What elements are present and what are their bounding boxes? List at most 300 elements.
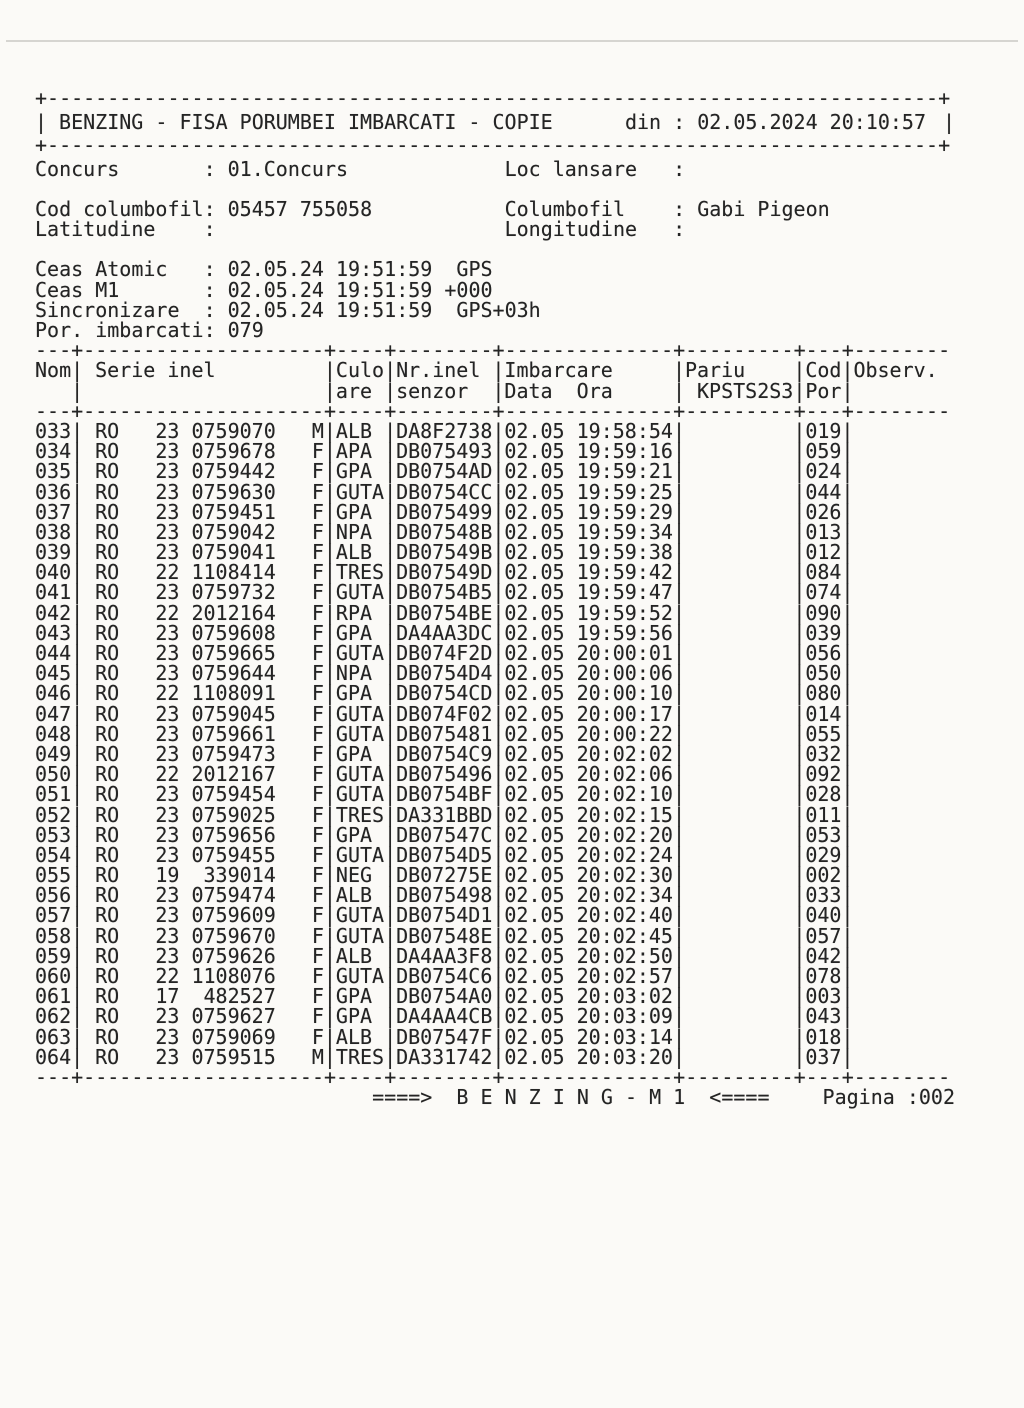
ring-year: 23 xyxy=(155,782,180,807)
column-separator: | xyxy=(492,519,505,544)
imbarcare-ora: 20:03:09 xyxy=(576,1004,673,1029)
columbofil-line xyxy=(35,196,955,221)
cod-por: 084 xyxy=(805,560,842,585)
observ xyxy=(853,1027,949,1047)
senzor-id: DB07549B xyxy=(396,540,493,565)
ring-number: 2012167 xyxy=(191,762,276,787)
cod-por: 033 xyxy=(805,883,842,908)
ring-number: 0759455 xyxy=(191,842,276,867)
imbarcare-data: 02.05 xyxy=(504,459,565,484)
culoare: GUTA xyxy=(335,762,385,787)
column-separator: | xyxy=(793,943,806,968)
ring-country: RO xyxy=(95,701,120,726)
ring-number: 0759474 xyxy=(191,883,276,908)
column-separator: | xyxy=(793,641,806,665)
row-nom: 034 xyxy=(35,439,72,464)
column-separator: | xyxy=(492,499,505,524)
column-separator: | xyxy=(793,964,806,988)
sex: F xyxy=(311,782,324,807)
senzor-id: DB0754B5 xyxy=(396,580,493,605)
column-separator: | xyxy=(71,641,84,665)
column-separator: | xyxy=(323,600,336,625)
title-box-border-bottom xyxy=(35,135,955,159)
sex: F xyxy=(311,701,324,726)
column-separator: | xyxy=(323,943,336,968)
ring-number: 0759069 xyxy=(191,1024,276,1049)
sex: F xyxy=(311,439,324,464)
senzor-id: DB0754CD xyxy=(396,681,493,706)
senzor-id: DA4AA3F8 xyxy=(396,943,493,968)
column-separator: | xyxy=(323,459,336,484)
column-separator: | xyxy=(841,1004,854,1029)
header-culoare-2: are xyxy=(335,378,373,403)
column-separator: | xyxy=(384,863,397,888)
ring-country: RO xyxy=(95,822,120,847)
column-separator: | xyxy=(492,540,505,565)
column-separator: | xyxy=(384,964,397,988)
column-separator: | xyxy=(793,762,806,787)
border-line: ---+--------------------+----+--------+--------------+---------+---+-------- xyxy=(35,398,951,423)
pariu xyxy=(685,461,793,481)
imbarcare-data: 02.05 xyxy=(504,1004,565,1029)
row-nom: 059 xyxy=(35,943,72,968)
pariu xyxy=(685,643,793,663)
imbarcare-data: 02.05 xyxy=(504,1024,565,1049)
ring-country: RO xyxy=(95,479,120,504)
column-separator: | xyxy=(492,782,505,807)
ring-number: 0759626 xyxy=(191,943,276,968)
row-nom: 050 xyxy=(35,762,72,787)
ring-year: 23 xyxy=(155,580,180,605)
imbarcare-ora: 20:00:17 xyxy=(576,701,673,726)
printed-date-value: 02.05.2024 20:10:57 xyxy=(697,109,926,134)
ring-country: RO xyxy=(95,1004,120,1029)
imbarcare-data: 02.05 xyxy=(504,560,565,585)
colon: : xyxy=(203,217,228,242)
cod-por: 080 xyxy=(805,681,842,706)
column-separator: | xyxy=(841,923,854,948)
column-separator: | xyxy=(793,923,806,948)
column-separator: | xyxy=(492,842,505,867)
table-row xyxy=(35,643,955,663)
column-separator: | xyxy=(841,661,854,686)
table-row xyxy=(35,883,955,908)
sex: F xyxy=(311,600,324,625)
cod-por: 032 xyxy=(805,741,842,766)
column-separator: | xyxy=(672,378,686,403)
header-imbarcare: Imbarcare xyxy=(504,358,613,383)
column-separator: | xyxy=(71,661,84,686)
benzing-m1-banner: ====> B E N Z I N G - M 1 <==== xyxy=(372,1085,770,1110)
cod-por: 090 xyxy=(805,600,842,625)
imbarcare-ora: 20:00:10 xyxy=(576,681,673,706)
column-separator: | xyxy=(71,762,84,787)
column-separator: | xyxy=(323,418,336,443)
ring-country: RO xyxy=(95,1044,120,1069)
table-row xyxy=(35,802,955,827)
column-separator: | xyxy=(672,762,685,787)
table-row xyxy=(35,479,955,504)
sex: F xyxy=(311,540,324,565)
imbarcare-ora: 19:59:56 xyxy=(576,620,673,645)
observ xyxy=(853,482,949,502)
cod-por: 003 xyxy=(805,984,842,1009)
pariu xyxy=(685,805,793,825)
imbarcare-ora: 20:02:30 xyxy=(576,863,673,888)
pariu xyxy=(685,623,793,643)
observ xyxy=(853,905,949,925)
pariu xyxy=(685,764,793,784)
column-separator: | xyxy=(323,762,336,787)
senzor-id: DB0754C6 xyxy=(396,964,493,988)
column-separator: | xyxy=(384,459,397,484)
ring-year: 23 xyxy=(155,741,180,766)
column-separator: | xyxy=(384,943,397,968)
imbarcare-ora: 19:59:47 xyxy=(576,580,673,605)
column-separator: | xyxy=(323,721,336,746)
column-separator: | xyxy=(323,863,336,888)
senzor-id: DA8F2738 xyxy=(396,418,493,443)
ring-number: 1108091 xyxy=(191,681,276,706)
header-empty xyxy=(83,381,324,401)
column-separator: | xyxy=(323,883,336,908)
ring-number: 0759041 xyxy=(191,540,276,565)
column-separator: | xyxy=(71,358,84,383)
culoare: GUTA xyxy=(335,641,385,665)
pariu xyxy=(685,885,793,905)
column-separator: | xyxy=(71,923,84,948)
report-title: BENZING - FISA PORUMBEI IMBARCATI - COPIE xyxy=(59,109,553,134)
culoare: ALB xyxy=(335,1024,373,1049)
ring-year: 22 xyxy=(155,964,180,988)
row-nom: 062 xyxy=(35,1004,72,1029)
senzor-id: DB075493 xyxy=(396,439,493,464)
column-separator: | xyxy=(492,661,505,686)
sex: F xyxy=(311,721,324,746)
table-row xyxy=(35,560,955,585)
ring-year: 17 xyxy=(155,984,180,1009)
column-separator: | xyxy=(323,661,336,686)
observ xyxy=(853,825,949,845)
observ xyxy=(853,704,949,724)
imbarcare-data: 02.05 xyxy=(504,863,565,888)
observ xyxy=(853,522,949,542)
sex: F xyxy=(311,883,324,908)
ring-country: RO xyxy=(95,721,120,746)
culoare: ALB xyxy=(335,883,373,908)
pariu xyxy=(685,926,793,946)
culoare: GUTA xyxy=(335,842,385,867)
culoare: GUTA xyxy=(335,580,385,605)
imbarcare-ora: 20:02:24 xyxy=(576,842,673,867)
ring-country: RO xyxy=(95,499,120,524)
column-separator: | xyxy=(323,560,336,585)
header-culoare-1: Culo xyxy=(335,358,385,383)
column-separator: | xyxy=(71,741,84,766)
pariu xyxy=(685,421,793,441)
sex: F xyxy=(311,822,324,847)
imbarcare-data: 02.05 xyxy=(504,741,565,766)
culoare: GUTA xyxy=(335,923,385,948)
imbarcare-ora: 19:59:38 xyxy=(576,540,673,565)
row-nom: 048 xyxy=(35,721,72,746)
column-separator: | xyxy=(492,822,505,847)
ring-country: RO xyxy=(95,964,120,988)
cod-por: 018 xyxy=(805,1024,842,1049)
ring-country: RO xyxy=(95,439,120,464)
ring-year: 22 xyxy=(155,600,180,625)
ring-country: RO xyxy=(95,540,120,565)
ring-number: 0759732 xyxy=(191,580,276,605)
header-nom: Nom xyxy=(35,358,72,383)
ring-number: 0759630 xyxy=(191,479,276,504)
column-separator: | xyxy=(672,620,685,645)
row-nom: 052 xyxy=(35,802,72,827)
sex: F xyxy=(311,903,324,928)
observ xyxy=(853,421,949,441)
column-separator: | xyxy=(672,600,685,625)
imbarcare-ora: 19:59:21 xyxy=(576,459,673,484)
title-box-border-top xyxy=(35,88,955,112)
ring-number: 0759627 xyxy=(191,1004,276,1029)
imbarcare-ora: 20:02:57 xyxy=(576,964,673,988)
row-nom: 045 xyxy=(35,661,72,686)
sex: M xyxy=(311,1044,324,1069)
column-separator: | xyxy=(71,519,84,544)
ring-country: RO xyxy=(95,681,120,706)
imbarcare-ora: 20:02:06 xyxy=(576,762,673,787)
column-separator: | xyxy=(71,620,84,645)
column-separator: | xyxy=(384,479,397,504)
senzor-id: DB075499 xyxy=(396,499,493,524)
imbarcare-data: 02.05 xyxy=(504,499,565,524)
sex: F xyxy=(311,863,324,888)
column-separator: | xyxy=(841,1024,854,1049)
observ xyxy=(853,461,949,481)
row-nom: 058 xyxy=(35,923,72,948)
cod-por: 026 xyxy=(805,499,842,524)
report-document xyxy=(35,86,956,1110)
columbofil-value: Gabi Pigeon xyxy=(697,196,830,221)
ring-number: 2012164 xyxy=(191,600,276,625)
scan-artifact-line xyxy=(6,40,1018,42)
imbarcare-data: 02.05 xyxy=(504,439,565,464)
column-separator: | xyxy=(672,580,685,605)
senzor-id: DB0754D4 xyxy=(396,661,493,686)
pariu xyxy=(685,825,793,845)
cod-por: 056 xyxy=(805,641,842,665)
sex: F xyxy=(311,923,324,948)
row-nom: 035 xyxy=(35,459,72,484)
table-row xyxy=(35,681,955,706)
column-separator: | xyxy=(841,459,854,484)
column-separator: | xyxy=(71,600,84,625)
table-border xyxy=(35,1064,955,1089)
table-row xyxy=(35,741,955,766)
senzor-id: DA4AA4CB xyxy=(396,1004,493,1029)
row-nom: 039 xyxy=(35,540,72,565)
column-separator: | xyxy=(841,984,854,1009)
imbarcare-ora: 20:02:45 xyxy=(576,923,673,948)
sex: F xyxy=(311,459,324,484)
column-separator: | xyxy=(492,762,505,787)
imbarcare-ora: 19:59:29 xyxy=(576,499,673,524)
culoare: GPA xyxy=(335,459,373,484)
sex: F xyxy=(311,802,324,827)
pariu xyxy=(685,1006,793,1026)
imbarcare-ora: 19:59:34 xyxy=(576,519,673,544)
sex: F xyxy=(311,943,324,968)
column-separator: | xyxy=(492,1044,505,1069)
imbarcare-ora: 20:03:02 xyxy=(576,984,673,1009)
ring-country: RO xyxy=(95,519,120,544)
column-separator: | xyxy=(384,499,397,524)
ring-country: RO xyxy=(95,741,120,766)
ring-number: 0759045 xyxy=(191,701,276,726)
sex: F xyxy=(311,741,324,766)
imbarcare-ora: 19:59:16 xyxy=(576,439,673,464)
row-nom: 040 xyxy=(35,560,72,585)
table-row xyxy=(35,782,955,807)
header-nr-inel: Nr.inel xyxy=(396,358,481,383)
column-separator: | xyxy=(492,802,505,827)
cod-por: 013 xyxy=(805,519,842,544)
table-row xyxy=(35,661,955,686)
column-separator: | xyxy=(71,580,84,605)
cod-por: 057 xyxy=(805,923,842,948)
header-empty xyxy=(853,381,949,401)
column-separator: | xyxy=(841,842,854,867)
column-separator: | xyxy=(384,782,397,807)
column-separator: | xyxy=(841,540,854,565)
observ xyxy=(853,643,949,663)
pariu xyxy=(685,905,793,925)
row-nom: 053 xyxy=(35,822,72,847)
senzor-id: DB07549D xyxy=(396,560,493,585)
ring-year: 22 xyxy=(155,762,180,787)
imbarcare-data: 02.05 xyxy=(504,418,565,443)
imbarcare-data: 02.05 xyxy=(504,479,565,504)
cod-por: 040 xyxy=(805,903,842,928)
imbarcare-data: 02.05 xyxy=(504,620,565,645)
border-line: +--------------------------------------------------------------------------+ xyxy=(35,133,951,157)
cod-por: 043 xyxy=(805,1004,842,1029)
row-nom: 064 xyxy=(35,1044,72,1069)
observ xyxy=(853,805,949,825)
border-line: ---+--------------------+----+--------+--------------+---------+---+-------- xyxy=(35,338,951,363)
column-separator: | xyxy=(793,620,806,645)
imbarcare-ora: 20:00:01 xyxy=(576,641,673,665)
ring-year: 23 xyxy=(155,822,180,847)
ring-country: RO xyxy=(95,641,120,665)
imbarcare-data: 02.05 xyxy=(504,762,565,787)
imbarcare-data: 02.05 xyxy=(504,641,565,665)
cod-por: 074 xyxy=(805,580,842,605)
table-row xyxy=(35,600,955,625)
column-separator: | xyxy=(384,903,397,928)
column-separator: | xyxy=(384,418,397,443)
column-separator: | xyxy=(841,943,854,968)
column-separator: | xyxy=(384,378,397,403)
colon: : xyxy=(203,277,228,302)
column-separator: | xyxy=(492,701,505,726)
column-separator: | xyxy=(492,459,505,484)
imbarcare-data: 02.05 xyxy=(504,923,565,948)
column-separator: | xyxy=(384,721,397,746)
column-separator: | xyxy=(672,1004,685,1029)
column-separator: | xyxy=(323,842,336,867)
imbarcare-ora: 20:02:02 xyxy=(576,741,673,766)
column-separator: | xyxy=(492,418,505,443)
pariu xyxy=(685,704,793,724)
sex: F xyxy=(311,661,324,686)
column-separator: | xyxy=(793,842,806,867)
imbarcare-ora: 20:02:15 xyxy=(576,802,673,827)
column-separator: | xyxy=(841,964,854,988)
pariu xyxy=(685,683,793,703)
column-separator: | xyxy=(492,439,505,464)
table-row xyxy=(35,842,955,867)
observ xyxy=(853,986,949,1006)
table-border xyxy=(35,398,955,423)
ring-year: 23 xyxy=(155,883,180,908)
table-row xyxy=(35,519,955,544)
observ xyxy=(853,623,949,643)
ring-country: RO xyxy=(95,984,120,1009)
pagina-label: Pagina : xyxy=(822,1085,919,1110)
column-separator: | xyxy=(841,620,854,645)
pariu xyxy=(685,542,793,562)
culoare: ALB xyxy=(335,418,373,443)
imbarcare-data: 02.05 xyxy=(504,903,565,928)
observ xyxy=(853,845,949,865)
column-separator: | xyxy=(672,741,685,766)
column-separator: | xyxy=(71,1024,84,1049)
concurs-line xyxy=(35,156,955,181)
ring-country: RO xyxy=(95,923,120,948)
column-separator: | xyxy=(384,701,397,726)
border-line: +--------------------------------------------------------------------------+ xyxy=(35,86,951,110)
pariu xyxy=(685,562,793,582)
senzor-id: DA331742 xyxy=(396,1044,493,1069)
ceas-m1-line xyxy=(35,277,955,302)
culoare: GPA xyxy=(335,822,373,847)
column-separator: | xyxy=(672,560,685,585)
column-separator: | xyxy=(492,984,505,1009)
senzor-id: DB0754BE xyxy=(396,600,493,625)
row-nom: 051 xyxy=(35,782,72,807)
column-separator: | xyxy=(672,418,685,443)
table-row xyxy=(35,762,955,787)
longitudine-label: Longitudine xyxy=(504,217,638,242)
observ xyxy=(853,542,949,562)
imbarcare-ora: 20:03:14 xyxy=(576,1024,673,1049)
culoare: GUTA xyxy=(335,782,385,807)
ring-year: 23 xyxy=(155,1044,180,1069)
observ xyxy=(853,744,949,764)
column-separator: | xyxy=(672,1044,685,1069)
table-row xyxy=(35,984,955,1009)
ring-number: 1108414 xyxy=(191,560,276,585)
row-nom: 055 xyxy=(35,863,72,888)
column-separator: | xyxy=(672,822,685,847)
column-separator: | xyxy=(323,681,336,706)
ring-number: 339014 xyxy=(203,863,276,888)
table-body xyxy=(35,418,955,1069)
row-nom: 061 xyxy=(35,984,72,1009)
column-separator: | xyxy=(672,459,685,484)
column-separator: | xyxy=(841,358,854,383)
